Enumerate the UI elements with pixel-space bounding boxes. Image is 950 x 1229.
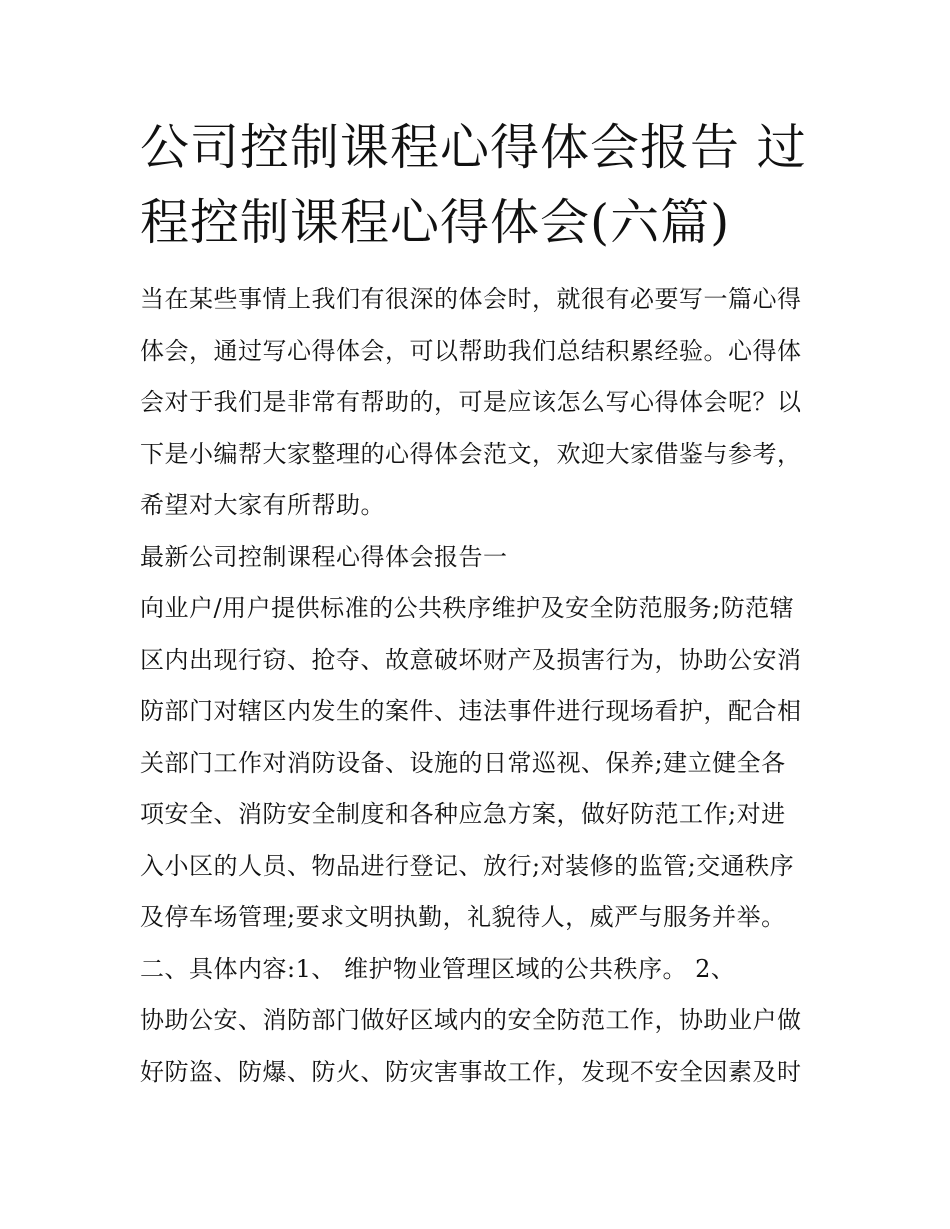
body-line: 当在某些事情上我们有很深的体会时，就很有必要写一篇心得: [140, 285, 802, 313]
body-line: 入小区的人员、物品进行登记、放行;对装修的监管;交通秩序: [140, 851, 795, 880]
section-heading: 最新公司控制课程心得体会报告一: [140, 542, 508, 571]
body-line: 协助公安、消防部门做好区域内的安全防范工作，协助业户做: [140, 1006, 802, 1034]
body-line: 会对于我们是非常有帮助的，可是应该怎么写心得体会呢？以: [140, 388, 802, 416]
document-title: [140, 110, 820, 260]
body-line: 体会，通过写心得体会，可以帮助我们总结积累经验。心得体: [140, 336, 802, 365]
body-line: 向业户/用户提供标准的公共秩序维护及安全防范服务;防范辖: [140, 594, 795, 622]
title-line: 程控制课程心得体会(六篇): [140, 194, 731, 251]
body-line: 好防盗、防爆、防火、防灾害事故工作，发现不安全因素及时: [140, 1057, 802, 1086]
title-line: 公司控制课程心得体会报告 过: [140, 119, 807, 176]
body-line: 项安全、消防安全制度和各种应急方案，做好防范工作;对进: [140, 800, 786, 828]
body-line: 防部门对辖区内发生的案件、违法事件进行现场看护，配合相: [140, 697, 802, 725]
body-line: 下是小编帮大家整理的心得体会范文，欢迎大家借鉴与参考，: [140, 439, 802, 468]
body-line: 及停车场管理;要求文明执勤，礼貌待人，威严与服务并举。: [140, 903, 786, 931]
body-line: 关部门工作对消防设备、设施的日常巡视、保养;建立健全各: [140, 748, 786, 777]
body-line: 区内出现行窃、抢夺、故意破坏财产及损害行为，协助公安消: [140, 645, 802, 674]
document-body: [140, 274, 830, 1098]
body-line: 二、具体内容:1、 维护物业管理区域的公共秩序。 2、: [140, 954, 736, 983]
body-line: 希望对大家有所帮助。: [140, 491, 385, 519]
